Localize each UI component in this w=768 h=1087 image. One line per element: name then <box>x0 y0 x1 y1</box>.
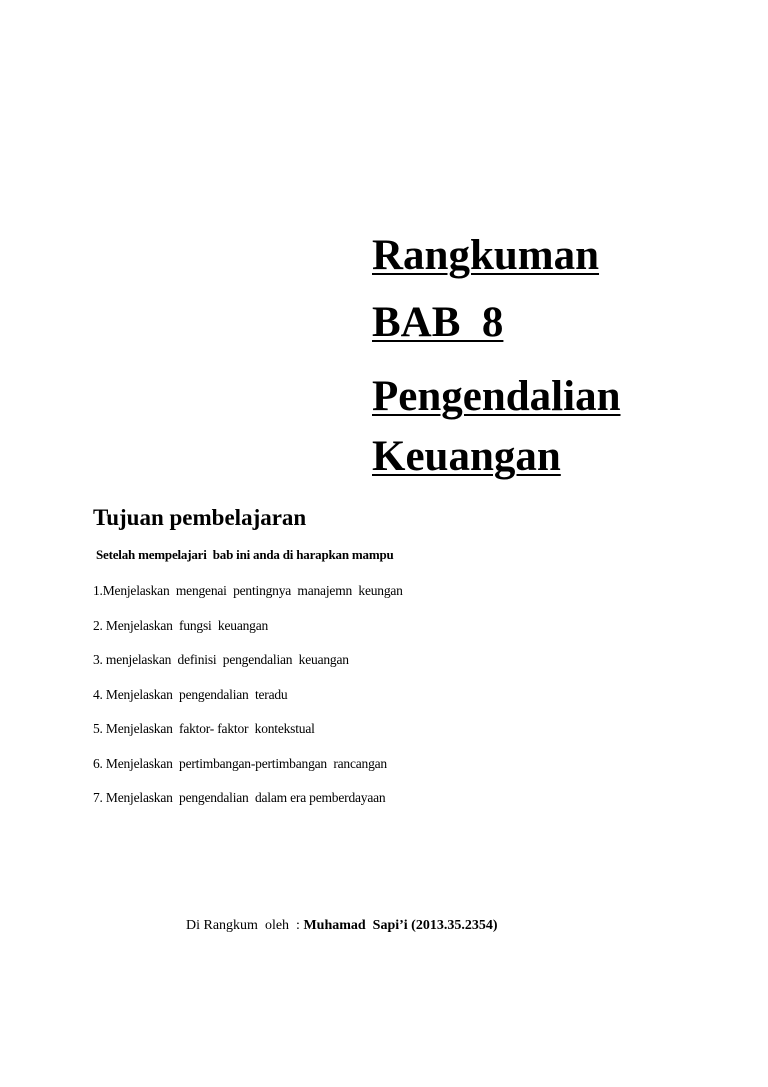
list-item: 5. Menjelaskan faktor- faktor kontekstual <box>93 721 315 736</box>
title-line-keuangan: Keuangan <box>372 433 561 480</box>
title-line-bab: BAB 8 <box>372 299 504 346</box>
list-item: 4. Menjelaskan pengendalian teradu <box>93 686 288 702</box>
intro-text: Setelah mempelajari bab ini anda di harapkan mampu <box>96 547 394 562</box>
author-credit <box>186 919 498 933</box>
section-heading: Tujuan pembelajaran <box>93 505 307 530</box>
author-name: Muhamad Sapi’i (2013.35.2354) <box>303 918 498 933</box>
list-item: 2. Menjelaskan fungsi keuangan <box>93 617 269 633</box>
list-item: 3. menjelaskan definisi pengendalian keuangan <box>93 652 349 667</box>
list-item: 1.Menjelaskan mengenai pentingnya manajemn keungan <box>93 583 403 598</box>
credit-prefix: Di Rangkum oleh : <box>186 918 304 933</box>
title-line-rangkuman: Rangkuman <box>372 232 600 279</box>
objectives-list <box>93 584 403 826</box>
list-item: 7. Menjelaskan pengendalian dalam era pemberdayaan <box>93 790 386 805</box>
list-item: 6. Menjelaskan pertimbangan-pertimbangan rancangan <box>93 755 387 771</box>
title-line-pengendalian: Pengendalian <box>372 373 621 420</box>
